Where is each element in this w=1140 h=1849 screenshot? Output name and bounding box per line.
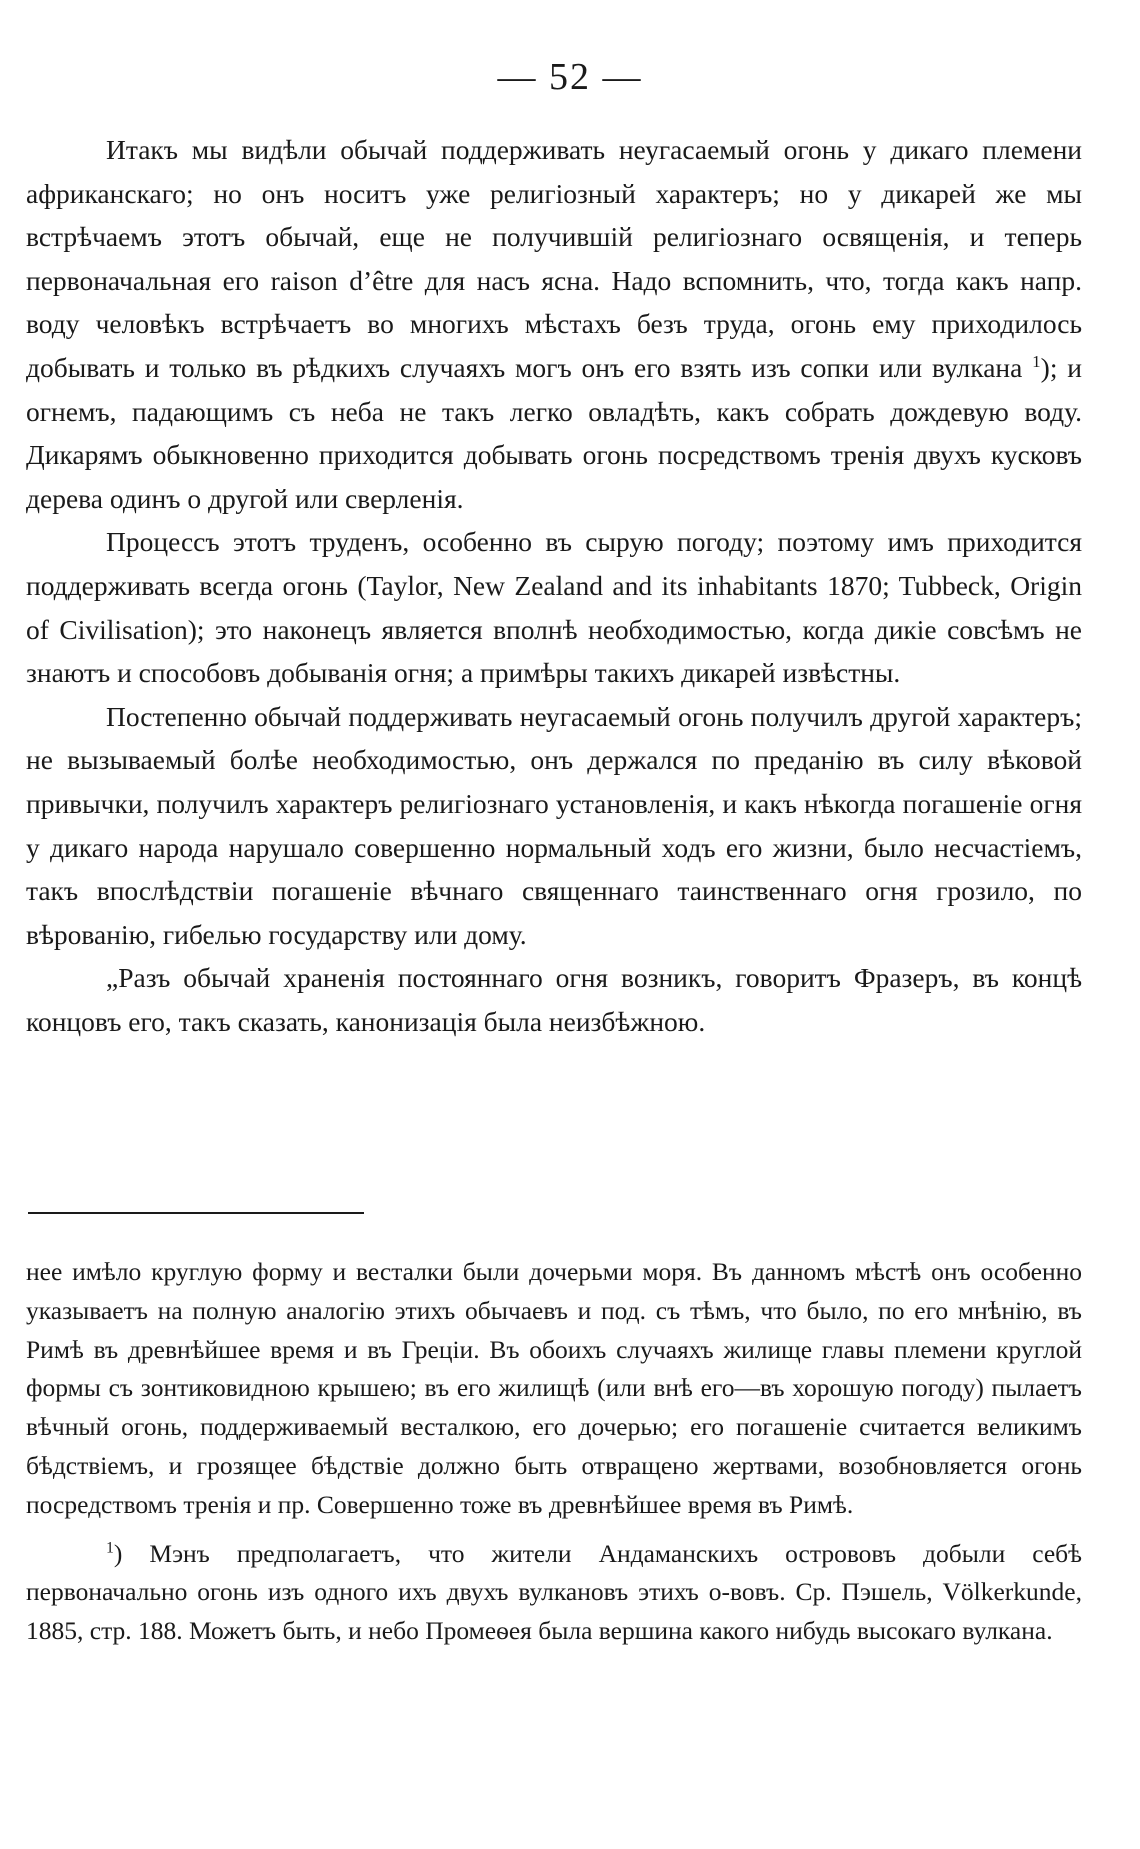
- footnotes: [26, 1253, 1082, 1651]
- footnote-continuation: нее имѣло круглую форму и весталки были дочерьми моря. Въ данномъ мѣстѣ онъ особенно указываетъ на полную аналогію этихъ обычаевъ и под. съ тѣмъ, что было, по его мнѣнію, въ Римѣ въ древнѣйшее время и въ Греціи. Въ обоихъ случаяхъ жилище главы племени круглой формы съ зонтиковидною крышею; въ его жилищѣ (или внѣ его—въ хорошую погоду) пылаетъ вѣчный огонь, поддерживаемый весталкою, его дочерью; его погашеніе считается великимъ бѣдствіемъ, и грозящее бѣдствіе должно быть отвращено жертвами, возобновляется огонь посредствомъ тренія и пр. Совершенно тоже въ древнѣйшее время въ Римѣ.: [26, 1257, 1082, 1519]
- paragraph-1-text-continued: ); и огнемъ, падающимъ съ неба не такъ легко овладѣть, какъ собрать дождевую воду. Дикарямъ обыкновенно приходится добывать огонь посредствомъ тренія двухъ кусковъ дерева одинъ о другой или сверленія.: [26, 351, 1083, 514]
- footnote-1-text: ) Мэнъ предполагаетъ, что жители Андаманскихъ острововъ добыли себѣ первоначально огонь изъ одного ихъ двухъ вулкановъ этихъ о-вовъ. Ср. Пэшель, Völkerkunde, 1885, стр. 188. Можетъ быть, и небо Промеѳея была вершина какого нибудь высокаго вулкана.: [26, 1538, 1082, 1646]
- page-number: — 52 —: [497, 56, 643, 98]
- footnote-ref: 1: [1032, 351, 1041, 371]
- footnote-separator: [28, 1212, 364, 1214]
- paragraph-1: [26, 128, 1082, 520]
- main-text: [26, 128, 1082, 1043]
- paragraph-2: Процессъ этотъ труденъ, особенно въ сырую погоду; поэтому имъ приходится поддерживать всегда огонь (Taylor, New Zealand and its inhabitants 1870; Tubbeck, Origin of Civilisation); это наконецъ является вполнѣ необходимостью, когда дикіе совсѣмъ не знаютъ и способовъ добыванія огня; а примѣры такихъ дикарей извѣстны.: [26, 526, 1082, 689]
- paragraph-1-text: Итакъ мы видѣли обычай поддерживать неугасаемый огонь у дикаго племени африканскаго; но онъ носитъ уже религіозный характеръ; но у дикарей же мы встрѣчаемъ этотъ обычай, еще не получившій религіознаго освященія, и теперь первоначальная его raison d’être для насъ ясна. Надо вспомнить, что, тогда какъ напр. воду человѣкъ встрѣчаетъ во многихъ мѣстахъ безъ труда, огонь ему приходилось добывать и только въ рѣдкихъ случаяхъ могъ онъ его взять изъ сопки или вулкана: [26, 134, 1082, 383]
- footnote-1: [26, 1535, 1082, 1651]
- paragraph-4: „Разъ обычай храненія постояннаго огня возникъ, говоритъ Фразеръ, въ концѣ концовъ его, такъ сказать, канонизація была неизбѣжною.: [26, 962, 1082, 1037]
- footnote-marker: 1: [106, 1539, 114, 1557]
- paragraph-3: Постепенно обычай поддерживать неугасаемый огонь получилъ другой характеръ; не вызываемый болѣе необходимостью, онъ держался по преданію въ силу вѣковой привычки, получилъ характеръ религіознаго установленія, и какъ нѣкогда погашеніе огня у дикаго народа нарушало совершенно нормальный ходъ его жизни, было несчастіемъ, такъ впослѣдствіи погашеніе вѣчнаго священнаго таинственнаго огня грозило, по вѣрованію, гибелью государству или дому.: [26, 700, 1082, 950]
